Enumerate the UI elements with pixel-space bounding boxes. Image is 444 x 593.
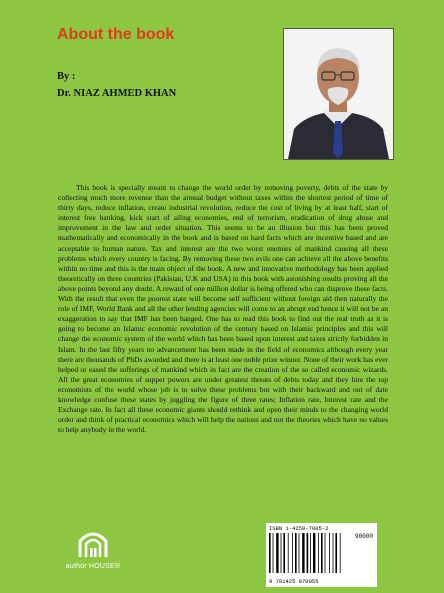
barcode-bar [288,533,289,573]
barcode-bar [283,533,285,573]
barcode-bar [281,533,282,573]
barcode-bar [276,533,278,573]
author-name: Dr. NIAZ AHMED KHAN [57,88,177,99]
authorhouse-logo-icon [76,527,110,561]
barcode-bars [269,533,345,573]
author-portrait-image [284,29,393,159]
book-description: This book is specially meant to change the world order by removing poverty, debts of the state by collecting much more revenue than the annual budget without taxes within the shortest period of time of thirty days, reduce inflation, create industrial revolution, reduce the cost of living by at least half, start of interest free banking, kick start of ailing economies, end of terrorism, eradication of drug abuse and improvement in the law and order situation. This seems to be an illusion but this has been proved mathematically and economically in the book and is based on hard facts which are incentive based and are acceptable to human nature. Tax and interest are the two worst enemies of mankind causing all these problems which every country is facing. By removing these two evils one can achieve all the above benefits within no time and this is the main object of the book. A new and innovative methodology has been applied theoretically on three countries (Pakistan, U.K and USA) in this book with astonishing results proving all the above points beyond any doubt. A reward of one million dollar is being offered who can disprove these facts. With the result that even the poorest state will become self sufficient without foreign aid then naturally the role of IMF, World Bank and all the other lending agencies will come to an abrupt end hence it will not be an exaggeration to say that IMF has been hanged. One has to read this book to find out the real truth as it is going to become an Islamic economic revolution of the century based on Islamic principles and this will change the economic system of the world which has been based upon interest and taxes strictly forbidden in Islam. In the last fifty years no advancement has been made in the field of economics although every year there are thousands of PhDs awarded and there is at least one noble prize winner. None of their work has ever helped or eased the sufferings of mankind which in fact are the creation of the so called economic wizards. All the great economies of supper powers are under greatest threats of debts today and they hire the top economists of the world whose job is to solve these problems but with their backward and out of date knowledge confuse these states by juggling the figure of three rates; Inflation rate, Interest rate and the Exchange rate. In fact all these economic giants should rethink and open their minds to the changing world order and think of practical economics which will help the nations and not the theories which have no values to help anybody in the world. [58,183,388,435]
barcode-bar [329,533,330,573]
barcode-bar [340,533,341,573]
barcode-bar [299,533,300,573]
author-photo [283,28,394,160]
about-book-title: About the book [57,26,175,43]
isbn-number: ISBN 1-4259-7005-2 [269,525,329,532]
price-code: 90000 [354,533,373,540]
barcode-bar [333,533,334,573]
barcode-bar [269,533,271,573]
by-label: By : [57,71,76,82]
barcode-bar [318,533,319,573]
barcode-bar [292,533,293,573]
barcode-bar [273,533,274,573]
publisher-logo [60,527,126,583]
barcode-bar [310,533,311,573]
barcode-bar [307,533,309,573]
barcode-bar [325,533,326,573]
barcode-bar [335,533,337,573]
barcode-bar [295,533,297,573]
barcode-bar [321,533,323,573]
isbn-barcode [266,523,377,587]
barcode-bar [302,533,304,573]
barcode-bar [313,533,315,573]
barcode-digits: 9 781425 970055 [269,578,319,585]
publisher-name: author HOUSE® [65,563,121,570]
